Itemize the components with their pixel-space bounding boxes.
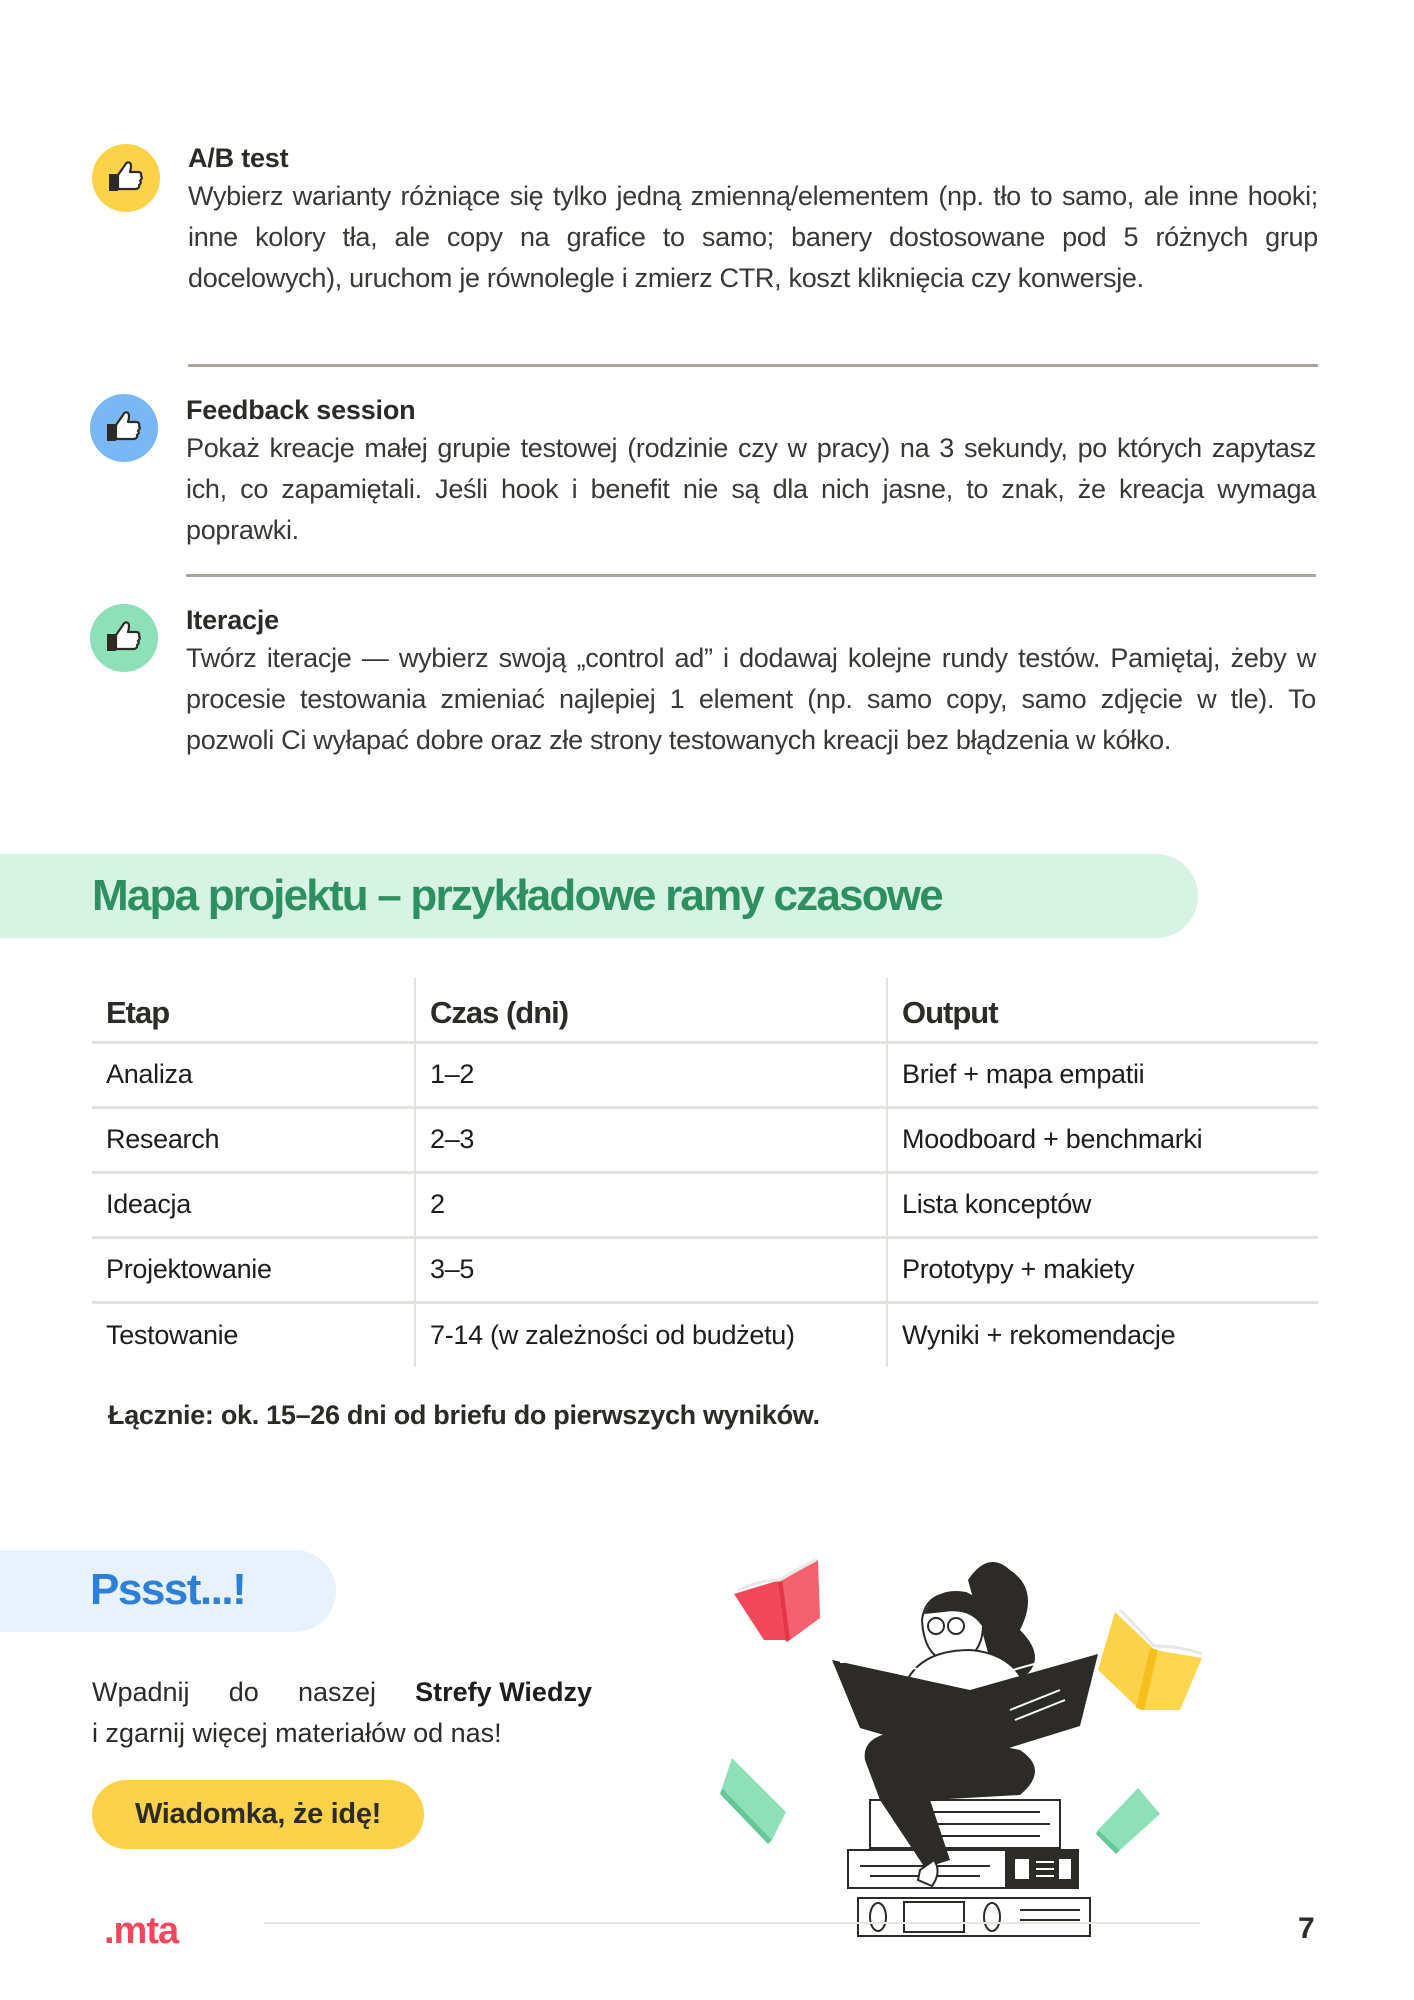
tip-title: Iteracje xyxy=(186,605,279,635)
table-cell-czas: 2 xyxy=(415,1172,887,1237)
thumbs-up-icon xyxy=(92,144,160,212)
footer-divider xyxy=(264,1922,1200,1924)
table-row xyxy=(92,1172,1318,1237)
green-book-icon xyxy=(1096,1788,1160,1854)
table-cell-etap: Ideacja xyxy=(92,1172,415,1237)
table-cell-output: Prototypy + makiety xyxy=(887,1237,1318,1302)
table-cell-czas: 3–5 xyxy=(415,1237,887,1302)
psst-word: naszej xyxy=(297,1677,376,1707)
psst-text-line1 xyxy=(92,1672,592,1713)
mta-logo: .mta xyxy=(104,1910,179,1952)
table-cell-etap: Analiza xyxy=(92,1042,415,1107)
green-book-icon xyxy=(720,1758,786,1844)
page-number: 7 xyxy=(1298,1912,1315,1945)
red-book-icon xyxy=(734,1560,820,1642)
table-cell-output: Moodboard + benchmarki xyxy=(887,1107,1318,1172)
table-cell-czas: 7-14 (w zależności od budżetu) xyxy=(415,1302,887,1367)
tip-body xyxy=(186,392,1316,551)
table-header-output: Output xyxy=(887,978,1318,1042)
divider xyxy=(186,574,1316,577)
table-cell-czas: 1–2 xyxy=(415,1042,887,1107)
psst-text-line2: i zgarnij więcej materiałów od nas! xyxy=(92,1718,502,1748)
book-stack-icon xyxy=(848,1800,1090,1936)
thumbs-up-icon xyxy=(90,604,158,672)
tip-text: Pokaż kreacje małej grupie testowej (rodzinie czy w pracy) na 3 sekundy, po których zapytasz ich, co zapamiętali. Jeśli hook i benefit nie są dla nich jasne, to znak, że kreacja wymaga poprawki. xyxy=(186,433,1316,545)
total-duration: Łącznie: ok. 15–26 dni od briefu do pierwszych wyników. xyxy=(108,1400,820,1430)
tip-text: Twórz iteracje — wybierz swoją „control ad” i dodawaj kolejne rundy testów. Pamiętaj, żeby w procesie testowania zmieniać najlepiej 1 element (np. samo copy, samo zdjęcie w tle). To pozwoli Ci wyłapać dobre oraz złe strony testowanych kreacji bez błądzenia w kółko. xyxy=(186,643,1316,755)
table-cell-output: Lista konceptów xyxy=(887,1172,1318,1237)
psst-title: Pssst...! xyxy=(90,1565,246,1614)
section-title: Mapa projektu – przykładowe ramy czasowe xyxy=(92,871,942,920)
reading-woman-illustration xyxy=(720,1550,1320,1940)
table-header-row xyxy=(92,978,1318,1042)
psst-text xyxy=(92,1672,592,1754)
psst-word: Wpadnij xyxy=(92,1677,190,1707)
divider xyxy=(188,364,1318,367)
tip-body xyxy=(188,140,1318,299)
yellow-book-icon xyxy=(1098,1610,1202,1710)
table-row xyxy=(92,1237,1318,1302)
table-row xyxy=(92,1302,1318,1367)
table-cell-etap: Research xyxy=(92,1107,415,1172)
tip-title: Feedback session xyxy=(186,395,416,425)
table-cell-czas: 2–3 xyxy=(415,1107,887,1172)
thumbs-up-icon xyxy=(90,394,158,462)
table-cell-output: Brief + mapa empatii xyxy=(887,1042,1318,1107)
table-row xyxy=(92,1042,1318,1107)
tip-text: Wybierz warianty różniące się tylko jedną zmienną/elementem (np. tło to samo, ale inne hooki; inne kolory tła, ale copy na grafice to samo; banery dostosowane pod 5 różnych grup docelowych), uruchom je równolegle i zmierz CTR, koszt kliknięcia czy konwersje. xyxy=(188,181,1318,293)
table-cell-etap: Projektowanie xyxy=(92,1237,415,1302)
strefa-wiedzy-button[interactable]: Wiadomka, że idę! xyxy=(92,1780,424,1849)
psst-word: do xyxy=(228,1677,259,1707)
table-header-czas: Czas (dni) xyxy=(415,978,887,1042)
table-cell-etap: Testowanie xyxy=(92,1302,415,1367)
strefa-wiedzy-link-text: Strefy Wiedzy xyxy=(415,1677,592,1707)
table-row xyxy=(92,1107,1318,1172)
timeline-table xyxy=(92,978,1318,1367)
tip-title: A/B test xyxy=(188,143,289,173)
table-header-etap: Etap xyxy=(106,995,170,1031)
tip-body xyxy=(186,602,1316,761)
table-cell-output: Wyniki + rekomendacje xyxy=(887,1302,1318,1367)
